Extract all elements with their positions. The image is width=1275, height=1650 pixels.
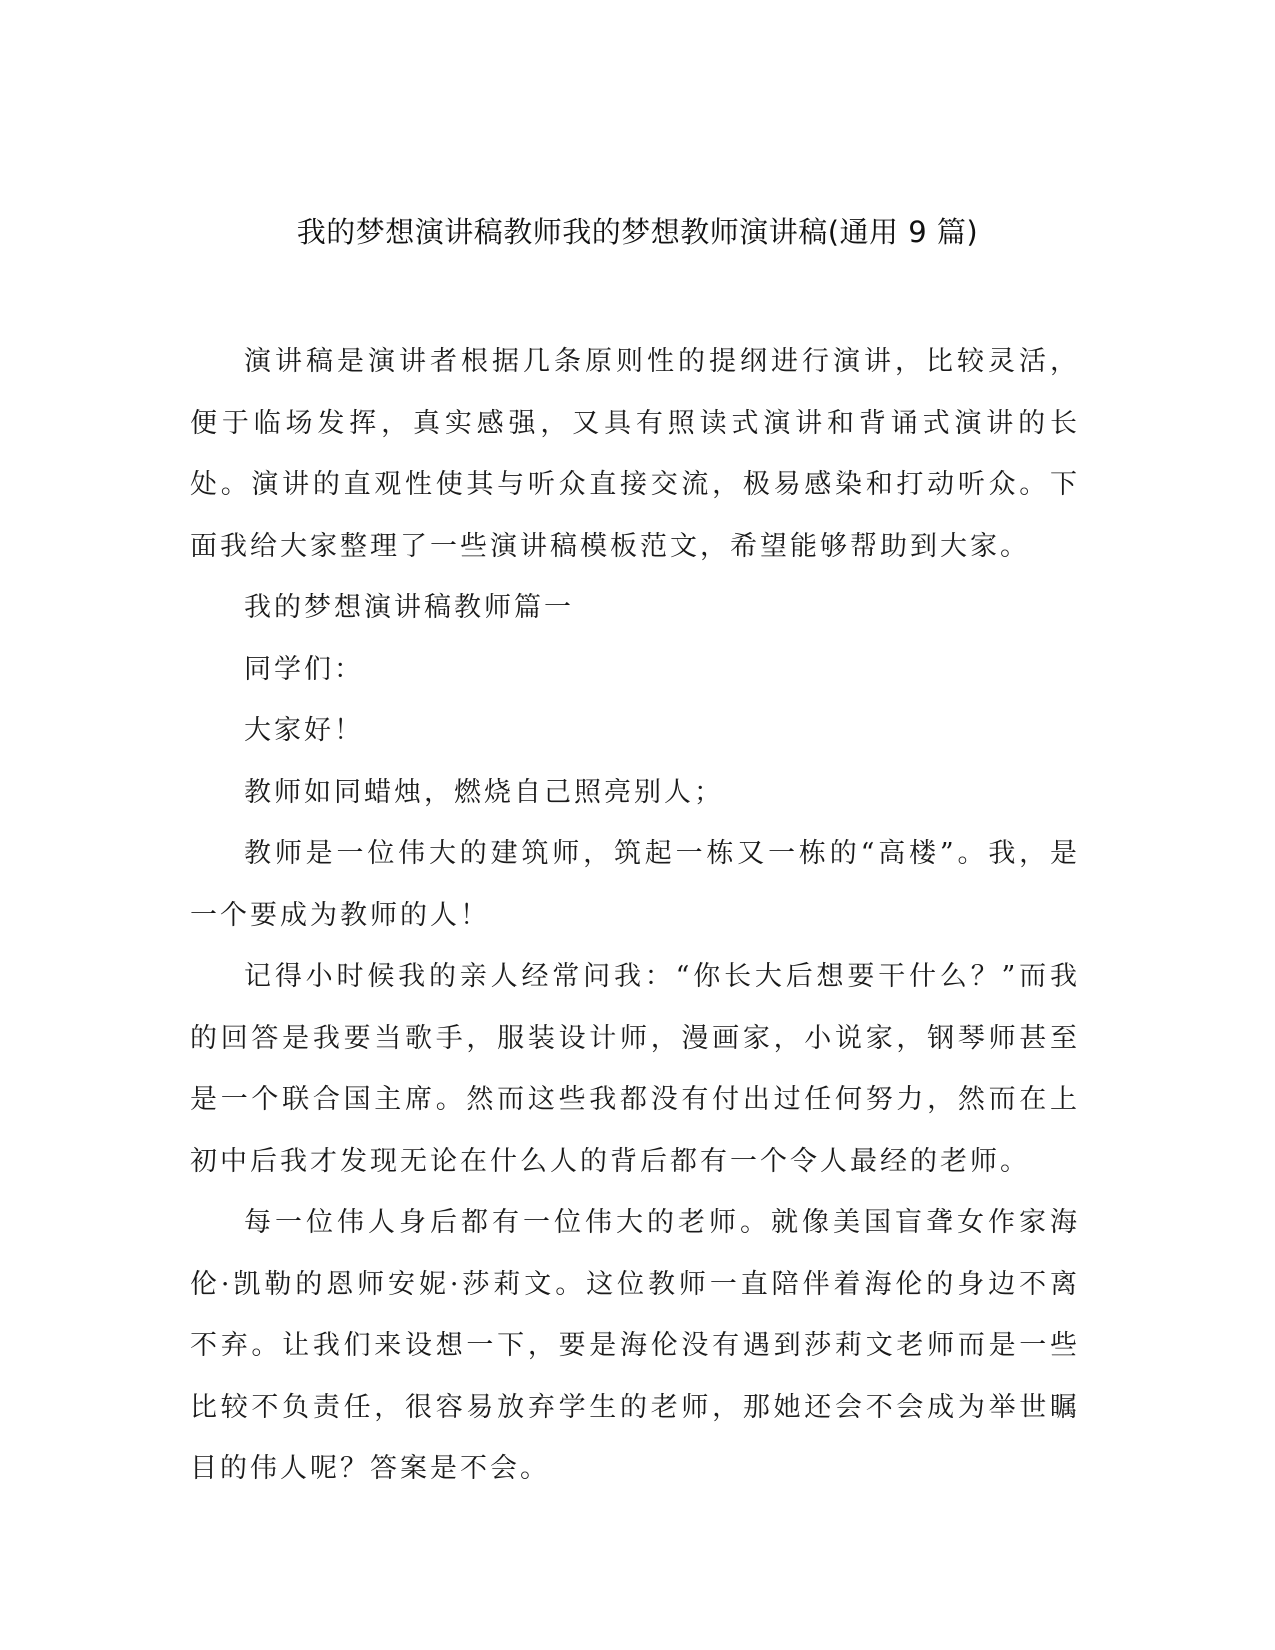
document-title: 我的梦想演讲稿教师我的梦想教师演讲稿(通用 9 篇) bbox=[296, 215, 979, 249]
greeting: 大家好！ bbox=[244, 715, 364, 746]
paragraph-intro: 演讲稿是演讲者根据几条原则性的提纲进行演讲，比较灵活，便于临场发挥，真实感强，又具有照读式演讲和背诵式演讲的长处。演讲的直观性使其与听众直接交流，极易感染和打动听众。下面我给大家整理了一些演讲稿模板范文，希望能够帮助到大家。 bbox=[190, 346, 1080, 562]
paragraph: 记得小时候我的亲人经常问我：“你长大后想要干什么？”而我的回答是我要当歌手，服装设计师，漫画家，小说家，钢琴师甚至是一个联合国主席。然而这些我都没有付出过任何努力，然而在上初中后我才发现无论在什么人的背后都有一个令人最经的老师。 bbox=[190, 961, 1080, 1177]
paragraph: 每一位伟人身后都有一位伟大的老师。就像美国盲聋女作家海伦·凯勒的恩师安妮·莎莉文。这位教师一直陪伴着海伦的身边不离不弃。让我们来设想一下，要是海伦没有遇到莎莉文老师而是一些比较不负责任，很容易放弃学生的老师，那她还会不会成为举世瞩目的伟人呢？答案是不会。 bbox=[190, 1207, 1080, 1484]
section-heading-1: 我的梦想演讲稿教师篇一 bbox=[244, 592, 574, 623]
salutation: 同学们： bbox=[244, 653, 364, 685]
paragraph: 教师如同蜡烛，燃烧自己照亮别人； bbox=[244, 776, 724, 808]
paragraph: 教师是一位伟大的建筑师，筑起一栋又一栋的“高楼”。我，是一个要成为教师的人！ bbox=[190, 838, 1080, 931]
document-body bbox=[190, 331, 1080, 1500]
